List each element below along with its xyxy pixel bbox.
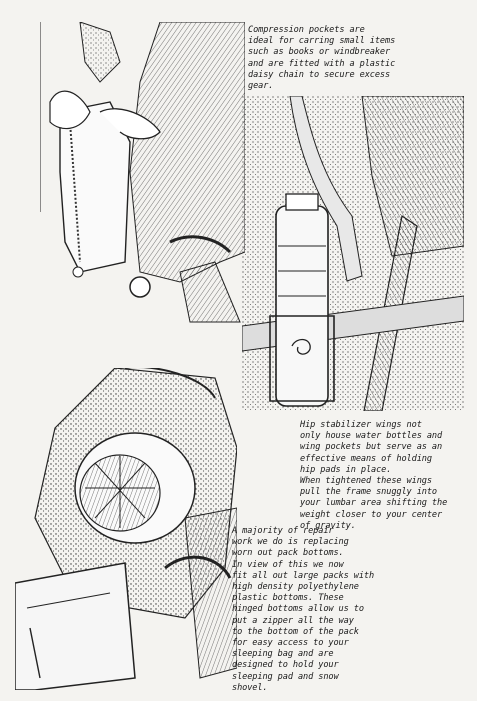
compression-pocket-illustration	[40, 22, 245, 330]
hip-stabilizer-caption: Hip stabilizer wings not only house water bottles and wing pockets but serve as an effective means of holding hip pads in place. When tightened these wings pull the frame snuggly into your lumbar area shifting the weight closer to your center of gravity.	[300, 420, 448, 531]
compression-pockets-caption: Compression pockets are ideal for carring small items such as books or windbreaker and are fitted with a plastic daisy chain to secure excess gear.	[248, 25, 396, 92]
pack-bottom-illustration	[15, 368, 237, 690]
repair-caption: A majority of repair work we do is replacing worn out pack bottoms. In view of this we now fit all out large packs with high density polyethylene plastic bottoms. These hinged bottoms allow us to put a zipper all the way to the bottom of the pack for easy access to your sleeping bag and are designed to hold your sleeping pad and snow shovel.	[232, 526, 375, 693]
water-bottle-hip-wing-illustration	[242, 96, 464, 411]
